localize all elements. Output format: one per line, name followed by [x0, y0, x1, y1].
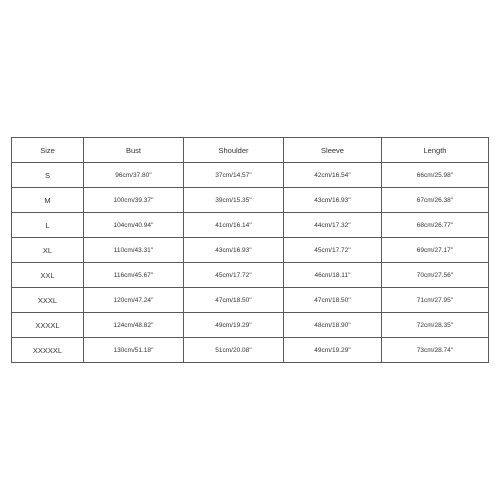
shoulder-cell: 43cm/16.93'' — [184, 238, 284, 263]
table-row — [12, 188, 489, 213]
header-length: Length — [382, 138, 489, 163]
length-cell: 69cm/27.17'' — [382, 238, 489, 263]
bust-cell: 130cm/51.18'' — [84, 338, 184, 363]
header-bust: Bust — [84, 138, 184, 163]
shoulder-cell: 39cm/15.35'' — [184, 188, 284, 213]
table-row — [12, 238, 489, 263]
bust-cell: 104cm/40.94'' — [84, 213, 184, 238]
table-row — [12, 313, 489, 338]
table-row — [12, 163, 489, 188]
bust-cell: 100cm/39.37'' — [84, 188, 184, 213]
bust-cell: 116cm/45.67'' — [84, 263, 184, 288]
sleeve-cell: 43cm/16.93'' — [284, 188, 382, 213]
header-size: Size — [12, 138, 84, 163]
shoulder-cell: 49cm/19.29'' — [184, 313, 284, 338]
sleeve-cell: 48cm/18.90'' — [284, 313, 382, 338]
shoulder-cell: 47cm/18.50'' — [184, 288, 284, 313]
header-row — [12, 138, 489, 163]
size-cell: XL — [12, 238, 84, 263]
sleeve-cell: 45cm/17.72'' — [284, 238, 382, 263]
bust-cell: 96cm/37.80'' — [84, 163, 184, 188]
size-cell: M — [12, 188, 84, 213]
length-cell: 72cm/28.35'' — [382, 313, 489, 338]
size-cell: XXXXL — [12, 313, 84, 338]
size-cell: L — [12, 213, 84, 238]
length-cell: 68cm/26.77'' — [382, 213, 489, 238]
length-cell: 66cm/25.98'' — [382, 163, 489, 188]
sleeve-cell: 47cm/18.50'' — [284, 288, 382, 313]
sleeve-cell: 42cm/16.54'' — [284, 163, 382, 188]
length-cell: 71cm/27.95'' — [382, 288, 489, 313]
size-cell: XXL — [12, 263, 84, 288]
bust-cell: 120cm/47.24'' — [84, 288, 184, 313]
bust-cell: 110cm/43.31'' — [84, 238, 184, 263]
sleeve-cell: 46cm/18.11'' — [284, 263, 382, 288]
header-shoulder: Shoulder — [184, 138, 284, 163]
size-cell: XXXXXL — [12, 338, 84, 363]
sleeve-cell: 44cm/17.32'' — [284, 213, 382, 238]
length-cell: 67cm/26.38'' — [382, 188, 489, 213]
shoulder-cell: 41cm/16.14'' — [184, 213, 284, 238]
header-sleeve: Sleeve — [284, 138, 382, 163]
table-row — [12, 338, 489, 363]
table-row — [12, 288, 489, 313]
table-row — [12, 263, 489, 288]
shoulder-cell: 51cm/20.08'' — [184, 338, 284, 363]
length-cell: 73cm/28.74'' — [382, 338, 489, 363]
size-cell: XXXL — [12, 288, 84, 313]
table-row — [12, 213, 489, 238]
size-chart-table — [11, 137, 489, 363]
length-cell: 70cm/27.56'' — [382, 263, 489, 288]
bust-cell: 124cm/48.82'' — [84, 313, 184, 338]
shoulder-cell: 45cm/17.72'' — [184, 263, 284, 288]
size-cell: S — [12, 163, 84, 188]
sleeve-cell: 49cm/19.29'' — [284, 338, 382, 363]
shoulder-cell: 37cm/14.57'' — [184, 163, 284, 188]
